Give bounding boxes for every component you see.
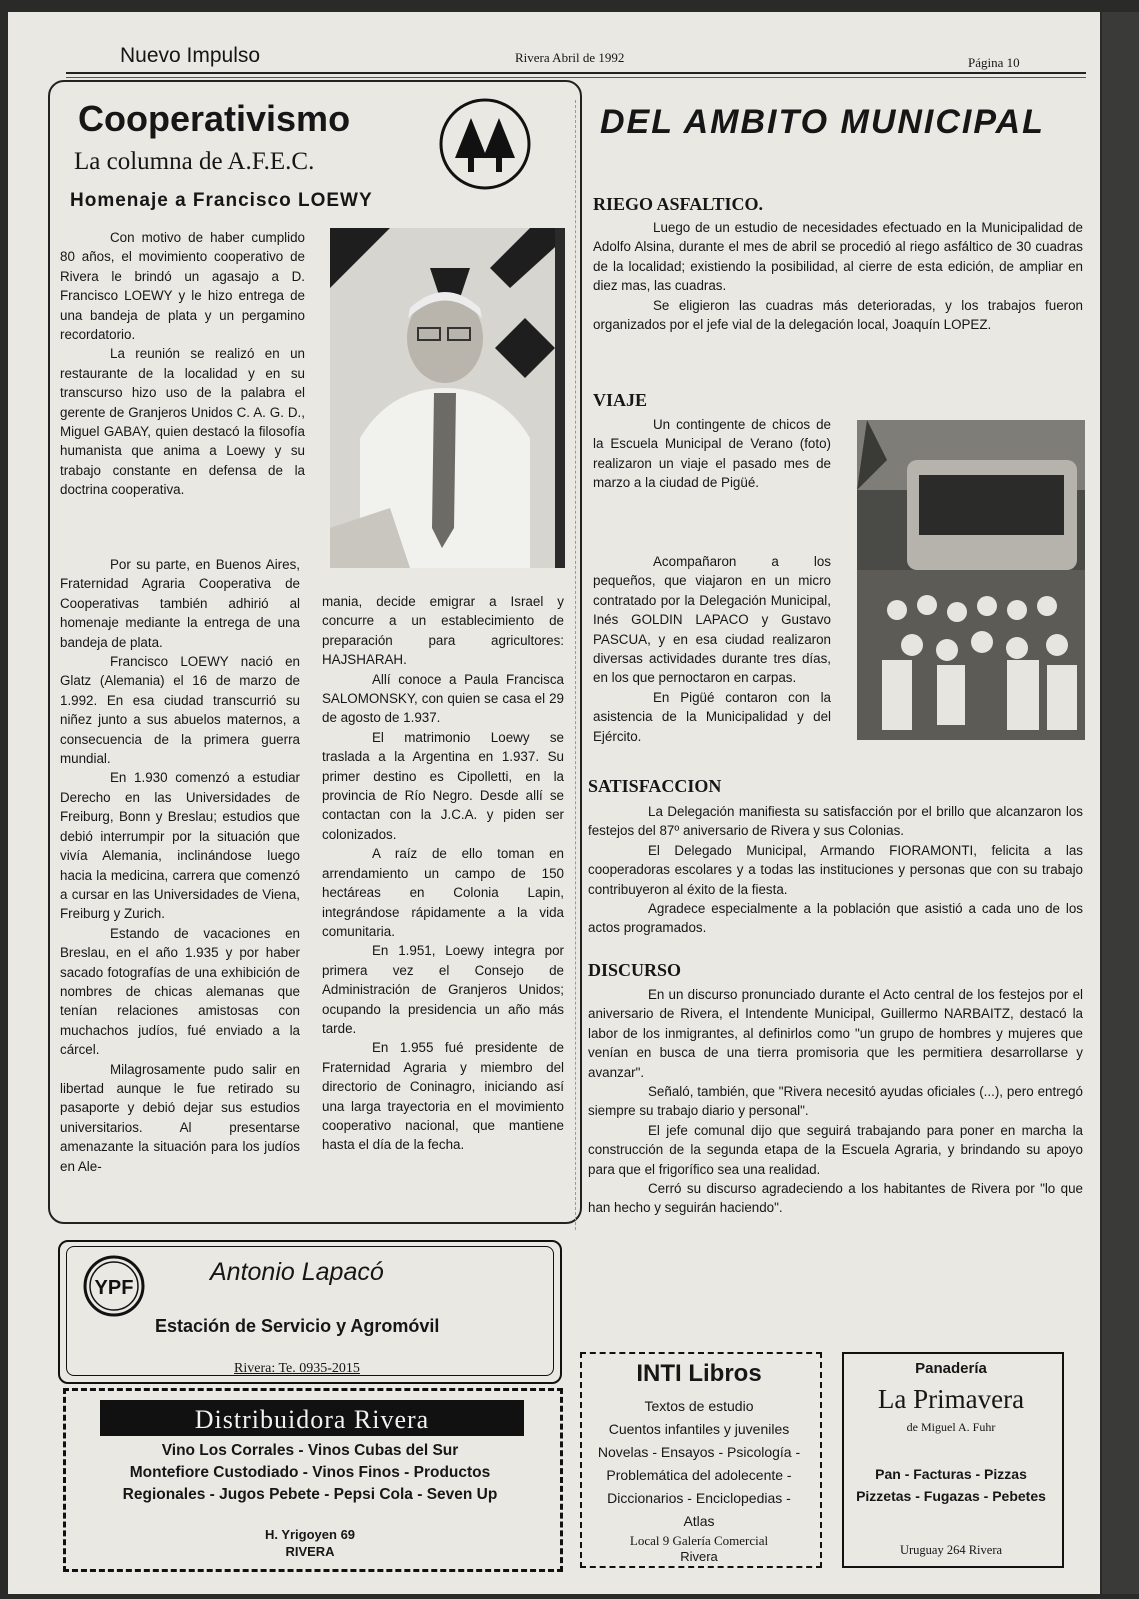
- paragraph: Se eligieron las cuadras más deterioradas, y los trabajos fueron organizados por el jefe vial de la delegación local, Joaquín LOPEZ.: [593, 297, 1083, 333]
- inti-line: Novelas - Ensayos - Psicología -: [597, 1444, 801, 1460]
- ypf-ad-phone: Rivera: Te. 0935-2015: [234, 1361, 360, 1376]
- paragraph: En Pigüé contaron con la asistencia de la Municipalidad y del Ejército.: [593, 689, 831, 744]
- paragraph: En 1.951, Loewy integra por primera vez el Consejo de Administración de Granjeros Unidos; ocupando la presidencia un año más tarde.: [322, 943, 564, 1036]
- riego-text: [593, 218, 1083, 334]
- page-edge-shadow: [1102, 12, 1139, 1594]
- article-headline: Homenaje a Francisco LOEWY: [70, 190, 373, 211]
- panaderia-products: [842, 1463, 1060, 1507]
- inti-line: Problemática del adolecente -: [606, 1467, 792, 1483]
- page-number: Página 10: [968, 55, 1020, 70]
- paragraph: La Delegación manifiesta su satisfacción por el brillo que alcanzaron los festejos del 87º aniversario de Rivera y sus Colonias.: [588, 804, 1083, 839]
- distribuidora-city: RIVERA: [285, 1544, 335, 1559]
- inti-line: Diccionarios - Enciclopedias -: [607, 1490, 791, 1506]
- paragraph: Luego de un estudio de necesidades efectuado en la Municipalidad de Adolfo Alsina, durante el mes de abril se procedió al riego asfáltico de 30 cuadras de la localidad; existiendo la posibilidad, al cierre de esta edición, de ampliar en diez mas, las cuadras.: [593, 220, 1083, 294]
- article-column-2: [60, 555, 300, 1176]
- paragraph: A raíz de ello toman en arrendamiento un campo de 150 hectáreas en Colonia Lapin, integrándose rápidamente a la vida comunitaria.: [322, 846, 564, 939]
- paragraph: En 1.930 comenzó a estudiar Derecho en las Universidades de Freiburg, Bonn y Breslau; estudios que debió interrumpir por la situación que vivía Alemania, inclinándose luego hacia la medicina, carrera que comenzó a cursar en las Universidades de Viena, Freiburg y Zurich.: [60, 770, 300, 922]
- inti-libros-name: INTI Libros: [636, 1360, 762, 1387]
- paragraph: El matrimonio Loewy se traslada a la Argentina en 1.937. Su primer destino es Cipolletti, en la provincia de Río Negro. Desde allí se contactan con la J.C.A. y piden ser colonizados.: [322, 729, 564, 842]
- panaderia-name: La Primavera: [877, 1384, 1025, 1414]
- distribuidora-address: H. Yrigoyen 69: [264, 1527, 356, 1542]
- portrait-photo: [330, 228, 565, 568]
- paragraph: El Delegado Municipal, Armando FIORAMONTI, felicita a las cooperadoras escolares y a todas las instituciones y personas que con su trabajo contribuyeron al éxito de la fiesta.: [588, 842, 1083, 897]
- ypf-logo-icon: [82, 1254, 146, 1318]
- school-trip-photo: [857, 420, 1085, 740]
- paragraph: Francisco LOEWY nació en Glatz (Alemania) el 16 de marzo de 1.992. En esa ciudad transcurrió su niñez junto a sus abuelos maternos, a consecuencia de la primera guerra mundial.: [60, 654, 300, 767]
- publication-name: Nuevo Impulso: [120, 44, 261, 67]
- panaderia-line: Pizzetas - Fugazas - Pebetes: [856, 1488, 1046, 1504]
- article-column-1: [60, 228, 305, 500]
- panaderia-address: Uruguay 264 Rivera: [899, 1543, 1003, 1557]
- distribuidora-banner: Distribuidora Rivera: [100, 1400, 524, 1436]
- paragraph: Señaló, también, que "Rivera necesitó ayudas oficiales (...), pero entregó siempre su trabajo diario y personal".: [588, 1084, 1083, 1119]
- paragraph: La reunión se realizó en un restaurante de la localidad y en su transcurso hizo uso de la palabra el gerente de Granjeros Unidos C. A. G. D., Miguel GABAY, quien destacó la filosofía humanista que anima a Loewy y su trabajo constante en defensa de la doctrina cooperativa.: [60, 346, 305, 498]
- satisfaccion-text: [588, 802, 1083, 938]
- paragraph: Acompañaron a los pequeños, que viajaron en un micro contratado por la Delegación Municipal, Inés GOLDIN LAPACO y Gustavo PASCUA, y en esa ciudad realizaron diversas actividades durante tres días, en los que pernoctaron en carpas.: [593, 554, 831, 686]
- header-rule-thin: [66, 77, 1086, 78]
- article-title: Cooperativismo: [78, 98, 351, 139]
- discurso-heading: DISCURSO: [588, 960, 682, 980]
- cooperative-pine-logo-icon: [437, 96, 533, 192]
- paragraph: Estando de vacaciones en Breslau, en el año 1.935 y por haber sacado fotografías de una exhibición de nombres de chicas alemanas que tenían relaciones amistosas con muchachos judíos, fué enviado a la cárcel.: [60, 925, 300, 1058]
- inti-line: Textos de estudio: [644, 1398, 754, 1414]
- ypf-ad-tagline: Estación de Servicio y Agromóvil: [155, 1316, 440, 1336]
- distribuidora-line: Vino Los Corrales - Vinos Cubas del Sur: [161, 1442, 459, 1459]
- inti-line: Atlas: [683, 1513, 715, 1529]
- viaje-text-2: [593, 552, 831, 746]
- header-rule: [66, 72, 1086, 74]
- riego-heading: RIEGO ASFALTICO.: [593, 194, 764, 214]
- panaderia-kind: Panadería: [915, 1360, 987, 1377]
- viaje-heading: VIAJE: [593, 390, 648, 410]
- paragraph: Agradece especialmente a la población que asistió a cada uno de los actos programados.: [588, 901, 1083, 936]
- article-column-3: [322, 592, 564, 1155]
- paragraph: Milagrosamente pudo salir en libertad aunque le fue retirado su pasaporte y debió dejar sus estudios universitarios. Al presentarse amenazante la situación para los judíos en Ale-: [60, 1061, 300, 1174]
- paragraph: Por su parte, en Buenos Aires, Fraternidad Agraria Cooperativa de Cooperativas también adhirió al homenaje mediante la entrega de una bandeja de plata.: [60, 557, 300, 650]
- svg-text:YPF: YPF: [94, 1277, 134, 1299]
- paragraph: El jefe comunal dijo que seguirá trabajando para poner en marcha la construcción de la segunda etapa de la Escuela Agraria, y brindando su apoyo para que el frigorífico sea una realidad.: [588, 1122, 1083, 1177]
- inti-city: Rivera: [680, 1549, 718, 1564]
- satisfaccion-heading: SATISFACCION: [588, 776, 722, 796]
- ypf-ad-name: Antonio Lapacó: [210, 1258, 384, 1286]
- paragraph: Allí conoce a Paula Francisca SALOMONSKY, con quien se casa el 29 de agosto de 1.937.: [322, 671, 564, 726]
- section-title: DEL AMBITO MUNICIPAL: [600, 103, 1045, 141]
- panaderia-line: Pan - Facturas - Pizzas: [875, 1466, 1027, 1482]
- paragraph: En 1.955 fué presidente de Fraternidad Agraria y miembro del directorio de Coninagro, iniciando así una larga trayectoria en el movimiento cooperativo nacional, que mantiene hasta el día de la fecha.: [322, 1040, 564, 1153]
- paragraph: En un discurso pronunciado durante el Acto central de los festejos por el aniversario de Rivera, el Intendente Municipal, Guillermo NARBAITZ, destacó la labor de los inmigrantes, al definirlos como "un grupo de hombres y mujeres que venían en busca de una tierra promisoria que les permitiera desarrollarse y avanzar".: [588, 987, 1083, 1080]
- paragraph: Con motivo de haber cumplido 80 años, el movimiento cooperativo de Rivera le brindó un agasajo a D. Francisco LOEWY y le hizo entrega de una bandeja de plata y un pergamino recordatorio.: [60, 230, 305, 343]
- discurso-text: [588, 985, 1083, 1218]
- paragraph: Un contingente de chicos de la Escuela Municipal de Verano (foto) realizaron un viaje el pasado mes de marzo a la ciudad de Pigüé.: [593, 417, 831, 491]
- inti-location: Local 9 Galería Comercial: [629, 1533, 769, 1548]
- issue-date: Rivera Abril de 1992: [515, 50, 625, 65]
- viaje-text: [593, 415, 831, 493]
- paragraph: mania, decide emigrar a Israel y concurre a un establecimiento de preparación para agricultores: HAJSHARAH.: [322, 594, 564, 668]
- distribuidora-line: Regionales - Jugos Pebete - Pepsi Cola - Seven Up: [122, 1486, 498, 1503]
- panaderia-owner: de Miguel A. Fuhr: [906, 1420, 996, 1434]
- inti-line: Cuentos infantiles y juveniles: [608, 1421, 790, 1437]
- article-subtitle: La columna de A.F.E.C.: [74, 148, 315, 175]
- column-divider: [575, 100, 576, 1230]
- distribuidora-line: Montefiore Custodiado - Vinos Finos - Productos: [129, 1464, 491, 1481]
- paragraph: Cerró su discurso agradeciendo a los habitantes de Rivera por "lo que han hecho y seguirán haciendo".: [588, 1181, 1083, 1216]
